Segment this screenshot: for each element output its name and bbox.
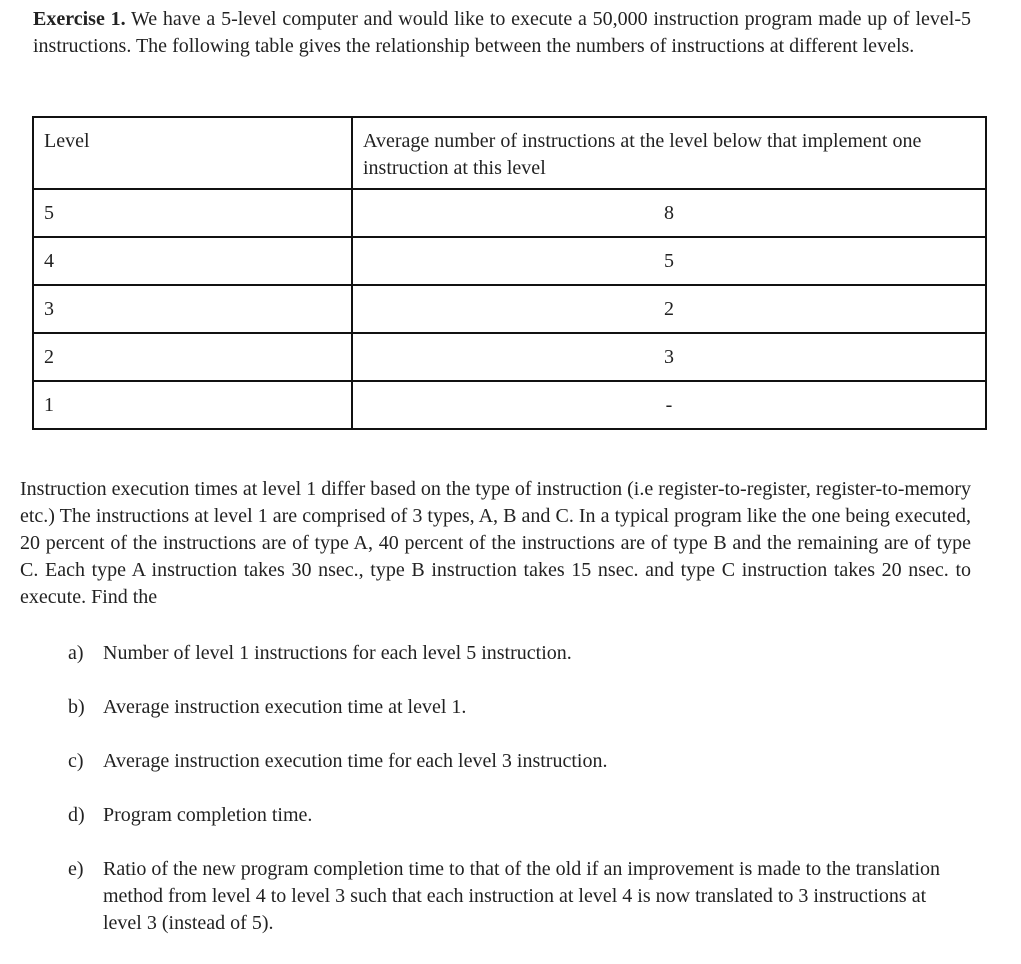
header-level: Level	[33, 117, 352, 189]
question-marker: b)	[68, 696, 85, 718]
value-cell: 2	[352, 285, 986, 333]
level-cell: 3	[33, 285, 352, 333]
table-row	[33, 285, 986, 333]
table-row	[33, 333, 986, 381]
table-row	[33, 189, 986, 237]
exercise-title: Exercise 1.	[33, 8, 126, 30]
question-text: Number of level 1 instructions for each level 5 instruction.	[103, 642, 572, 664]
question-marker: a)	[68, 642, 84, 664]
question-item	[68, 856, 968, 937]
table-header-row	[33, 117, 986, 189]
value-cell: 3	[352, 333, 986, 381]
question-item	[68, 640, 968, 667]
value-cell: 5	[352, 237, 986, 285]
level-cell: 2	[33, 333, 352, 381]
question-text: Average instruction execution time at level 1.	[103, 696, 467, 718]
question-list	[68, 640, 968, 964]
exercise-intro	[33, 6, 971, 60]
problem-paragraph: Instruction execution times at level 1 differ based on the type of instruction (i.e register-to-register, register-to-memory etc.) The instructions at level 1 are comprised of 3 types, A, B and C. In a typical program like the one being executed, 20 percent of the instructions are of type A, 40 percent of the instructions are of type B and the remaining are of type C. Each type A instruction takes 30 nsec., type B instruction takes 15 nsec. and type C instruction takes 20 nsec. to execute. Find the	[20, 478, 971, 608]
level-cell: 5	[33, 189, 352, 237]
value-cell: 8	[352, 189, 986, 237]
question-text: Ratio of the new program completion time to that of the old if an improvement is made to the translation method from level 4 to level 3 such that each instruction at level 4 is now translated to 3 instructions at level 3 (instead of 5).	[103, 858, 941, 934]
question-item	[68, 694, 968, 721]
value-cell: -	[352, 381, 986, 429]
level-cell: 1	[33, 381, 352, 429]
header-average: Average number of instructions at the level below that implement one instruction at this level	[352, 117, 986, 189]
question-marker: e)	[68, 858, 84, 880]
question-text: Average instruction execution time for each level 3 instruction.	[103, 750, 608, 772]
question-marker: d)	[68, 804, 85, 826]
table-row	[33, 381, 986, 429]
levels-table	[32, 116, 987, 430]
table-row	[33, 237, 986, 285]
question-item	[68, 802, 968, 829]
question-item	[68, 748, 968, 775]
level-cell: 4	[33, 237, 352, 285]
question-marker: c)	[68, 750, 84, 772]
question-text: Program completion time.	[103, 804, 313, 826]
exercise-intro-text: We have a 5-level computer and would like to execute a 50,000 instruction program made up of level-5 instructions. The following table gives the relationship between the numbers of instructions at different levels.	[33, 8, 971, 57]
